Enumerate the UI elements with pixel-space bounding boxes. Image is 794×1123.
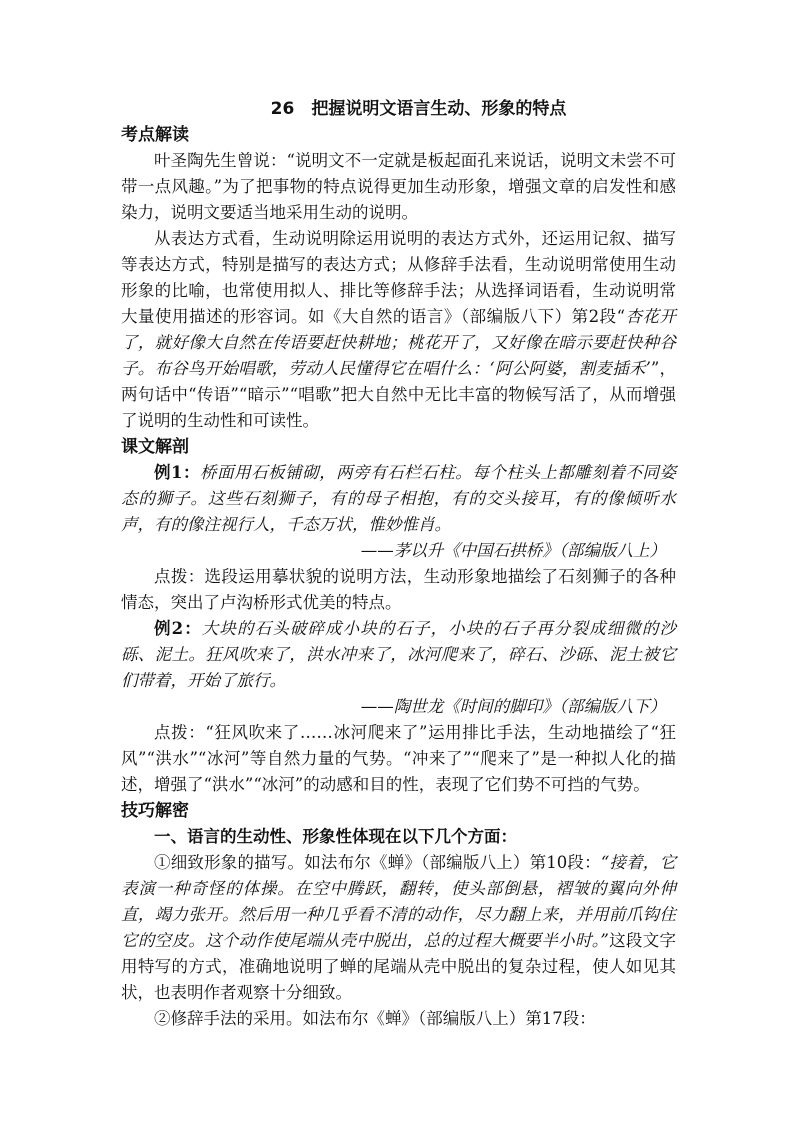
section-heading-jiqiao: 技巧解密: [121, 801, 189, 821]
item-1: [121, 850, 676, 1006]
paragraph-expression-part2: ”，两句话中“传语”“暗示”“唱歌”把大自然中无比丰富的物候写活了，从而增强了说明的生动性和可读性。: [121, 359, 676, 430]
section-heading-kewen: 课文解剖: [121, 437, 189, 457]
item-1-quote: “接着，它表演一种奇怪的体操。在空中腾跃，翻转，使头部倒悬，褶皱的翼向外伸直，竭力张开。然后用一种几乎看不清的动作，尽力翻上来，并用前爪钩住它的空皮。这个动作使尾端从壳中脱出，总的过程大概要半小时。”: [121, 853, 676, 950]
example-1-source: ——茅以升《中国石拱桥》（部编版八上）: [360, 541, 666, 560]
example-1-comment: 点拨：选段运用摹状貌的说明方法，生动形象地描绘了石刻狮子的各种情态，突出了卢沟桥形式优美的特点。: [121, 567, 676, 612]
example-2: [121, 616, 676, 694]
item-2: ②修辞手法的采用。如法布尔《蝉》（部编版八上）第17段：: [154, 1009, 596, 1028]
paragraph-intro: 叶圣陶先生曾说：“说明文不一定就是板起面孔来说话，说明文未尝不可带一点风趣。”为了把事物的特点说得更加生动形象，增强文章的启发性和感染力，说明文要适当地采用生动的说明。: [121, 151, 676, 222]
paragraph-expression: [121, 226, 676, 434]
example-1-text: 桥面用石板铺砌，两旁有石栏石柱。每个柱头上都雕刻着不同姿态的狮子。这些石刻狮子，有的母子相抱，有的交头接耳，有的像倾听水声，有的像注视行人，千态万状，惟妙惟肖。: [121, 463, 677, 534]
example-2-label: 例2：: [154, 619, 202, 638]
page-title: 26 把握说明文语言生动、形象的特点: [270, 99, 567, 119]
subheading-aspects: 一、语言的生动性、形象性体现在以下几个方面：: [154, 827, 517, 846]
example-2-text: 大块的石头破碎成小块的石子，小块的石子再分裂成细微的沙砾、泥土。狂风吹来了，洪水冲来了，冰河爬来了，碎石、沙砾、泥土被它们带着，开始了旅行。: [121, 619, 677, 690]
example-1-label: 例1：: [154, 463, 201, 482]
paragraph-expression-part1: 从表达方式看，生动说明除运用说明的表达方式外，还运用记叙、描写等表达方式，特别是描写的表达方式；从修辞手法看，生动说明常使用生动形象的比喻，也常使用拟人、排比等修辞手法；从选择词语看，生动说明常大量使用描述的形容词。如《大自然的语言》（部编版八下）第2段“: [121, 229, 676, 326]
example-2-comment: 点拨：“狂风吹来了……冰河爬来了”运用排比手法，生动地描绘了“狂风”“洪水”“冰河”等自然力量的气势。“冲来了”“爬来了”是一种拟人化的描述，增强了“洪水”“冰河”的动感和目的性，表现了它们势不可挡的气势。: [121, 723, 676, 794]
item-1-explanation: 这段文字用特写的方式，准确地说明了蝉的尾端从壳中脱出的复杂过程，使人如见其状，也表明作者观察十分细致。: [121, 931, 676, 1002]
example-1: [121, 460, 676, 538]
document-content: [121, 96, 676, 1032]
section-heading-kaodian: 考点解读: [121, 125, 189, 145]
example-2-source: ——陶世龙《时间的脚印》（部编版八下）: [360, 697, 666, 716]
quote-nature-language: 杏花开了，就好像大自然在传语要赶快耕地；桃花开了，又好像在暗示要赶快种谷子。布谷鸟开始唱歌，劳动人民懂得它在唱什么：‘阿公阿婆，割麦插禾’: [121, 307, 676, 378]
item-1-intro: ①细致形象的描写。如法布尔《蝉》（部编版八上）第10段：: [154, 853, 601, 872]
